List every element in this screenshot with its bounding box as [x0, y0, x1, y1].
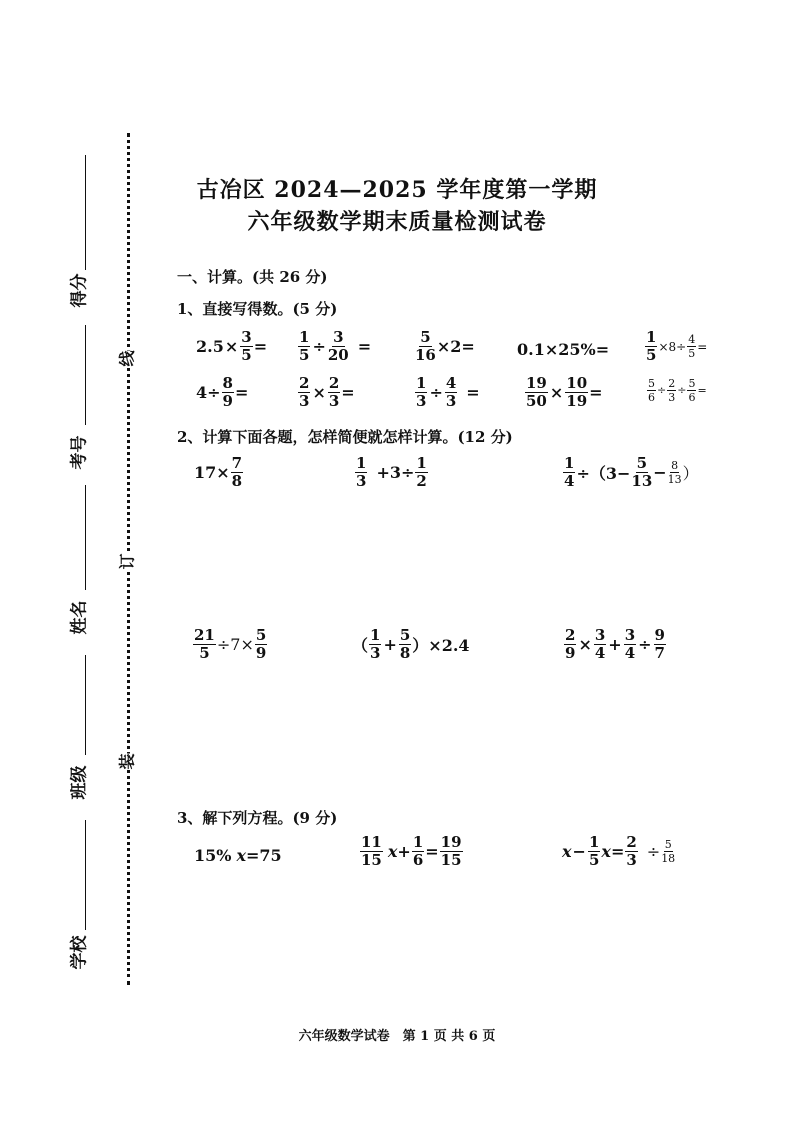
- q2f-fraction1: [564, 628, 576, 661]
- q1-problem-h: [414, 376, 480, 409]
- q2f-den1: 9: [565, 644, 576, 662]
- q1c-rest: ×2=: [436, 337, 475, 356]
- q3-heading: 3、解下列方程。(9 分): [177, 809, 338, 827]
- q1e-num2: 4: [688, 333, 696, 346]
- q2f-den2: 4: [594, 644, 606, 662]
- q1b-num2: 3: [333, 328, 344, 346]
- q2d-rest: ÷7×: [216, 635, 254, 654]
- q3-problem-a: [194, 846, 282, 865]
- q1h-fraction1: [415, 376, 427, 409]
- q2b-fraction2: [415, 456, 427, 489]
- q1f-lead: 4÷: [196, 383, 221, 402]
- q3-problem-b: [359, 835, 464, 868]
- name-label: 姓名: [69, 600, 90, 635]
- q3b-fraction3: [440, 835, 463, 868]
- q2-heading: 2、计算下面各题，怎样简便就怎样计算。(12 分): [177, 428, 513, 446]
- q3c-op2: ÷: [646, 842, 661, 861]
- q1i-den2: 19: [566, 392, 588, 410]
- q1g-num2: 2: [328, 374, 340, 392]
- q1b-eq: =: [357, 337, 372, 356]
- q3c-num1: 1: [588, 833, 600, 851]
- q1-heading: 1、直接写得数。(5 分): [177, 300, 338, 318]
- q1h-num1: 1: [416, 374, 427, 392]
- q1g-eq: =: [341, 383, 355, 402]
- q1i-eq: =: [589, 383, 603, 402]
- q2e-fraction2: [399, 628, 411, 661]
- q2b-fraction1: [355, 456, 367, 489]
- q3b-num2: 1: [412, 833, 424, 851]
- q2c-num1: 1: [564, 454, 575, 472]
- q1g-fraction1: [298, 376, 310, 409]
- q1j-num1: 5: [648, 377, 655, 390]
- q2a-den: 8: [231, 472, 243, 490]
- q1j-num3: 5: [688, 377, 696, 390]
- q2f-fraction3: [624, 628, 636, 661]
- q2e-den1: 3: [370, 644, 381, 662]
- q1g-op: ×: [312, 383, 326, 402]
- q2f-num1: 2: [565, 626, 576, 644]
- q1-problem-g: [297, 376, 355, 409]
- q1b-op: ÷: [312, 337, 326, 356]
- q1a-eq: =: [253, 337, 268, 356]
- q3c-den3: 18: [661, 852, 676, 865]
- q1f-eq: =: [234, 383, 249, 402]
- q2f-num4: 9: [654, 626, 665, 644]
- q3c-den1: 5: [588, 851, 600, 869]
- q2a-lead: 17×: [194, 463, 230, 482]
- q3b-num1: 11: [361, 833, 382, 851]
- q3c-var2: x: [601, 842, 611, 861]
- q3a-var: x: [236, 846, 247, 865]
- q2-problem-d: [192, 628, 268, 661]
- q1h-den1: 3: [416, 392, 427, 410]
- q3c-num2: 2: [626, 833, 637, 851]
- q1g-den2: 3: [328, 392, 340, 410]
- q3c-fraction1: [588, 835, 600, 868]
- q2f-fraction2: [594, 628, 606, 661]
- q1g-num1: 2: [299, 374, 310, 392]
- q3b-den3: 15: [440, 851, 462, 869]
- q1e-fraction1: [645, 330, 657, 363]
- q2e-num1: 1: [370, 626, 381, 644]
- q3b-num3: 19: [440, 833, 462, 851]
- q3b-var: x: [387, 842, 398, 861]
- q1a-op: ×: [224, 337, 239, 356]
- q2d-fraction2: [255, 628, 267, 661]
- q1b-fraction2: [328, 330, 349, 363]
- q1i-den1: 50: [526, 392, 547, 410]
- class-label: 班级: [69, 765, 90, 800]
- q1b-den1: 5: [299, 346, 310, 364]
- q2b-num1: 1: [356, 454, 367, 472]
- section1-heading: 一、计算。(共 26 分): [177, 268, 328, 286]
- q2c-fraction1: [563, 456, 575, 489]
- q2a-num: 7: [231, 454, 243, 472]
- q2c-op: −: [653, 463, 667, 482]
- number-line: [85, 325, 86, 425]
- q1j-num2: 2: [668, 377, 676, 390]
- q1j-den2: 3: [668, 391, 676, 404]
- q2f-op1: ×: [578, 635, 592, 654]
- q2b-den1: 3: [356, 472, 367, 490]
- q2d-fraction1: [193, 628, 216, 661]
- q2f-den3: 4: [624, 644, 636, 662]
- q2d-num2: 5: [255, 626, 267, 644]
- q1g-den1: 3: [299, 392, 310, 410]
- q3a-pre: 15%: [194, 846, 232, 865]
- q1e-den1: 5: [646, 346, 657, 364]
- q1a-num: 3: [241, 328, 252, 346]
- q2f-op3: ÷: [638, 635, 652, 654]
- q1j-op2: ÷: [677, 384, 687, 397]
- q2e-fraction1: [369, 628, 381, 661]
- q3b-fraction2: [412, 835, 424, 868]
- q1e-mid: ×8÷: [658, 339, 687, 354]
- q2b-num2: 1: [416, 454, 427, 472]
- q2d-den1: 5: [199, 644, 210, 662]
- q1c-fraction: [415, 330, 436, 363]
- q2c-den1: 4: [564, 472, 575, 490]
- q1b-den2: 20: [327, 346, 349, 364]
- school-line: [85, 820, 86, 930]
- q1h-num2: 4: [445, 374, 457, 392]
- q2-problem-f: [563, 628, 667, 661]
- q1f-den: 9: [222, 392, 233, 410]
- q2c-den2: 13: [631, 472, 653, 490]
- q2f-den4: 7: [654, 644, 665, 662]
- q2c-fraction3: [668, 460, 682, 485]
- binding-staple-char: 订: [113, 553, 140, 569]
- q2b-den2: 2: [416, 472, 427, 490]
- q3c-num3: 5: [664, 838, 672, 851]
- q2-problem-c: [562, 456, 699, 489]
- q1i-fraction1: [525, 376, 548, 409]
- q2e-op: +: [383, 635, 397, 654]
- binding-line-char: 线: [113, 350, 140, 366]
- binding-bind-char: 装: [113, 753, 140, 769]
- q1a-whole: 2.5: [196, 337, 224, 356]
- q2c-num3: 8: [671, 459, 679, 472]
- q3b-fraction1: [360, 835, 383, 868]
- q2e-close: ）×2.4: [412, 636, 470, 655]
- q1e-den2: 5: [688, 347, 696, 360]
- q1e-num1: 1: [646, 328, 657, 346]
- exam-title-line2: 六年级数学期末质量检测试卷: [247, 209, 547, 235]
- q1a-den: 5: [241, 346, 252, 364]
- q2-problem-a: [194, 456, 244, 489]
- q1h-fraction2: [445, 376, 457, 409]
- q1j-den1: 6: [648, 391, 655, 404]
- q2f-op2: +: [608, 635, 622, 654]
- class-line: [85, 655, 86, 755]
- exam-title-line1: 古冶区 2024—2025 学年度第一学期: [196, 177, 598, 203]
- q2c-num2: 5: [636, 454, 648, 472]
- q2d-num1: 21: [194, 626, 215, 644]
- q2c-den3: 13: [667, 473, 682, 486]
- q2-problem-e: [352, 628, 470, 661]
- page-footer: 六年级数学试卷 第 1 页 共 6 页: [298, 1029, 496, 1044]
- q2f-num2: 3: [594, 626, 606, 644]
- q2e-open: （: [352, 636, 369, 655]
- q2e-den2: 8: [399, 644, 411, 662]
- q1c-num: 5: [420, 328, 431, 346]
- q1j-op1: ÷: [657, 384, 667, 397]
- q1-problem-c: [414, 330, 475, 363]
- q1j-eq: =: [697, 384, 707, 397]
- q2d-den2: 9: [255, 644, 267, 662]
- q3b-op: +: [397, 842, 411, 861]
- q1e-eq: =: [697, 339, 708, 354]
- q1-problem-a: [196, 330, 267, 363]
- q1-problem-b: [297, 330, 371, 363]
- q1f-fraction: [222, 376, 234, 409]
- q1a-fraction: [240, 330, 252, 363]
- q1i-num1: 19: [526, 374, 547, 392]
- q3c-fraction3: [661, 839, 675, 864]
- q1-problem-d: [517, 340, 609, 359]
- q3c-var1: x: [562, 842, 572, 861]
- q3b-eq: =: [425, 842, 439, 861]
- q3b-den2: 6: [412, 851, 424, 869]
- q3a-post: =75: [246, 846, 282, 865]
- q3c-op: −: [572, 842, 586, 861]
- q1-problem-j: [646, 378, 707, 403]
- q1f-num: 8: [222, 374, 233, 392]
- q1-problem-e: [644, 330, 707, 363]
- name-line: [85, 485, 86, 590]
- q1h-den2: 3: [445, 392, 457, 410]
- q1c-den: 16: [415, 346, 436, 364]
- q3-problem-c: [562, 835, 676, 868]
- q1d-expr: 0.1×25%=: [517, 340, 610, 359]
- q2f-num3: 3: [624, 626, 636, 644]
- q1b-fraction1: [298, 330, 310, 363]
- q1h-op: ÷: [429, 383, 443, 402]
- q1-problem-f: [196, 376, 248, 409]
- q1h-eq: =: [466, 383, 480, 402]
- q2e-num2: 5: [399, 626, 411, 644]
- number-label: 考号: [69, 435, 90, 470]
- q2a-fraction: [231, 456, 243, 489]
- q1j-fraction3: [687, 378, 696, 403]
- q1j-fraction2: [667, 378, 676, 403]
- q1j-fraction1: [647, 378, 656, 403]
- school-label: 学校: [69, 935, 90, 970]
- q3c-den2: 3: [626, 851, 637, 869]
- q3b-den1: 15: [361, 851, 382, 869]
- q2b-mid: +3÷: [376, 463, 415, 482]
- q1b-num1: 1: [299, 328, 310, 346]
- q1i-fraction2: [565, 376, 588, 409]
- q2f-fraction4: [654, 628, 666, 661]
- q1j-den3: 6: [688, 391, 696, 404]
- q3c-fraction2: [625, 835, 637, 868]
- q1-problem-i: [524, 376, 603, 409]
- score-label: 得分: [69, 273, 90, 308]
- q1e-fraction2: [687, 334, 696, 359]
- q1i-op: ×: [549, 383, 564, 402]
- q2-problem-b: [354, 456, 429, 489]
- q2c-mid: ÷（3−: [576, 464, 631, 483]
- q1g-fraction2: [328, 376, 340, 409]
- q2c-fraction2: [631, 456, 652, 489]
- q1i-num2: 10: [566, 374, 588, 392]
- q3c-eq: =: [610, 842, 625, 861]
- q2c-close: ）: [682, 464, 699, 483]
